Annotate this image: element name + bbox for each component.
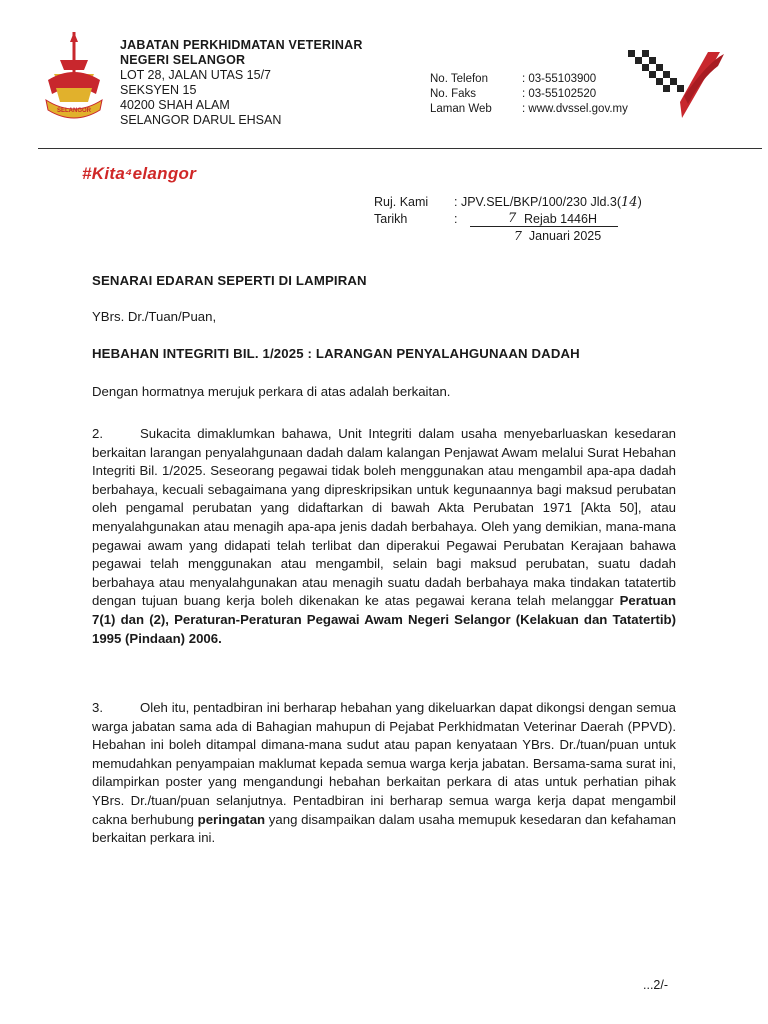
regulation-citation: Peratuan 7(1) dan (2), Peraturan-Peraturan Pegawai Awam Negeri Selangor (Kelakuan dan Tatatertib) 1995 (Pindaan) 2006. (92, 593, 676, 646)
ruj-close: ) (637, 195, 642, 209)
paragraph-text: Oleh itu, pentadbiran ini berharap hebahan yang dikeluarkan dapat dikongsi dengan semua warga jabatan sama ada di Bahagian mahupun di Pejabat Perkhidmatan Veterinar Daerah (PPVD). Hebahan ini boleh ditampal dimana-mana sudut atau papan kenyataan YBrs. Dr./tuan/puan untuk memudahkan penyampaian maklumat kepada semua warga kerja jabatan. Bersama-sama surat ini, dilampirkan poster yang mengandungi hebahan berkaitan perkara di atas untuk perhatian pihak YBrs. Dr./tuan/puan selanjutnya. Pentadbiran ini berharap semua warga kerja dapat mengambil cakna berhubung (92, 700, 676, 827)
ruj-value (454, 194, 642, 211)
paragraph-3 (92, 699, 676, 848)
contact-value: : 03-55102520 (522, 88, 597, 100)
gregorian-date (514, 228, 601, 243)
contact-block (430, 72, 628, 117)
paragraph-number: 2. (92, 426, 103, 441)
organisation-block (120, 38, 363, 128)
contact-label: Laman Web (430, 103, 492, 115)
hijri-month: Rejab 1446H (524, 212, 597, 226)
org-name-line-2: NEGERI SELANGOR (120, 53, 246, 67)
reference-block (374, 194, 642, 227)
reference-row (374, 194, 642, 211)
subject-heading: HEBAHAN INTEGRITI BIL. 1/2025 : LARANGAN PENYALAHGUNAAN DADAH (92, 346, 580, 361)
paragraph-text-end: yang disampaikan dalam usaha memupuk kesedaran dan kefahaman berkaitan perkara ini. (92, 811, 676, 846)
address-line: LOT 28, JALAN UTAS 15/7 (120, 68, 271, 82)
contact-label: No. Telefon (430, 73, 488, 85)
kita-selangor-hashtag: #Kita⁴elangor (82, 164, 197, 183)
tarikh-colon: : (454, 212, 458, 226)
paragraph-2 (92, 425, 676, 648)
selangor-crest-logo (40, 30, 108, 122)
greg-month: Januari 2025 (528, 229, 602, 243)
ruj-handwritten-number: 14 (621, 195, 638, 210)
org-name-line-1: JABATAN PERKHIDMATAN VETERINAR (120, 38, 363, 52)
date-underline (470, 226, 618, 227)
svg-text:SELANGOR: SELANGOR (56, 108, 92, 114)
date-row (374, 211, 642, 227)
dvs-v-logo (622, 44, 726, 122)
contact-value: : www.dvssel.gov.my (522, 103, 628, 115)
hijri-day: 7 (508, 211, 517, 226)
header-divider (38, 148, 762, 149)
contact-value: : 03-55103900 (522, 73, 597, 85)
ruj-label: Ruj. Kami (374, 195, 429, 209)
contact-row-fax (430, 87, 628, 102)
address-line: SEKSYEN 15 (120, 83, 197, 97)
page-continuation-marker: ...2/- (643, 978, 669, 992)
greg-day: 7 (514, 228, 522, 243)
distribution-heading: SENARAI EDARAN SEPERTI DI LAMPIRAN (92, 273, 367, 288)
paragraph-text: Sukacita dimaklumkan bahawa, Unit Integriti dalam usaha menyebarluaskan kesedaran berkaitan larangan penyalahgunaan dadah dalam kalangan Penjawat Awam melalui Surat Hebahan Integriti Bil. 1/2025. Seseorang pegawai tidak boleh menggunakan atau mengambil apa-apa dadah berbahaya, kecuali sebagaimana yang dipreskripsikan untuk kegunaannya bagi maksud perubatan oleh pengamal perubatan yang didaftarkan di bawah Akta Perubatan 1971 [Akta 50], atau menyalahgunakan atau menagih apa-apa jenis dadah berbahaya. Oleh yang demikian, mana-mana pegawai awam yang didapati telah terlibat dan diperakui Pegawai Perubatan Kerajaan bahawa pegawai telah menggunakan atau mengambil, selain bagi maksud perubatan, suatu dadah berbahaya atau menyalahgunakan atau menagih suatu dadah berbahaya maka tindakan tatatertib dengan tujuan buang kerja boleh dikenakan ke atas pegawai kerana telah melanggar (92, 426, 676, 609)
opening-paragraph: Dengan hormatnya merujuk perkara di atas adalah berkaitan. (92, 384, 451, 399)
contact-row-web (430, 102, 628, 117)
address-line: 40200 SHAH ALAM (120, 98, 230, 112)
emphasis-peringatan: peringatan (197, 811, 266, 827)
tarikh-label: Tarikh (374, 212, 408, 226)
contact-label: No. Faks (430, 88, 477, 100)
salutation: YBrs. Dr./Tuan/Puan, (92, 309, 217, 324)
paragraph-number: 3. (92, 700, 103, 715)
contact-row-phone (430, 72, 628, 87)
address-line: SELANGOR DARUL EHSAN (120, 113, 282, 127)
ruj-number: : JPV.SEL/BKP/100/230 Jld.3( (454, 195, 622, 209)
